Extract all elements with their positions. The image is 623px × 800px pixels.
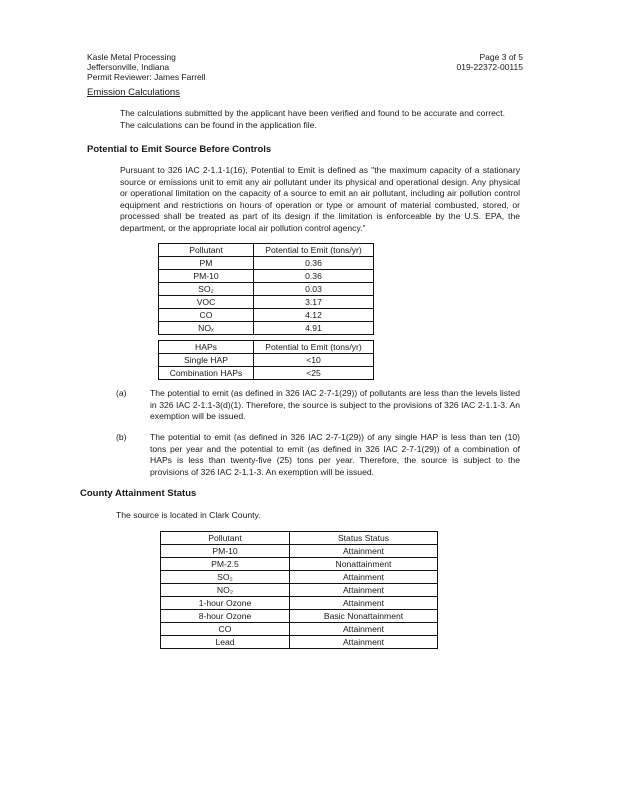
pollutant-cell: NOₓ	[159, 322, 254, 335]
item-text: The potential to emit (as defined in 326 IAC 2-7-1(29)) of pollutants are less than the levels listed in 326 IAC 2-1.1-3(d)(1). Therefore, the source is subject to the provisions of 326 IAC 2-1.1-3. An exemption will be issued.	[150, 388, 520, 422]
status-cell: Attainment	[290, 584, 438, 597]
emission-calculations-text: The calculations submitted by the applicant have been verified and found to be accurate and correct. The calculations can be found in the application file.	[120, 108, 505, 130]
hap-cell: Combination HAPs	[159, 367, 254, 380]
column-header: Status Status	[290, 532, 438, 545]
table-row	[161, 636, 438, 649]
page-number: Page 3 of 5	[479, 52, 523, 62]
status-cell: Nonattainment	[290, 558, 438, 571]
table-row	[161, 584, 438, 597]
column-header: Pollutant	[159, 244, 254, 257]
pollutant-cell: Lead	[161, 636, 290, 649]
value-cell: 0.36	[254, 257, 374, 270]
value-cell: <25	[254, 367, 374, 380]
attainment-status-table	[160, 531, 438, 649]
table-row	[159, 270, 374, 283]
table-row	[161, 610, 438, 623]
pollutant-cell: SO₂	[161, 571, 290, 584]
value-cell: <10	[254, 354, 374, 367]
pollutant-cell: NO₂	[161, 584, 290, 597]
permit-reviewer: Permit Reviewer: James Farrell	[87, 72, 206, 82]
pte-pollutant-table	[158, 243, 374, 335]
pollutant-cell: PM-10	[161, 545, 290, 558]
table-row	[159, 257, 374, 270]
county-location-text: The source is located in Clark County.	[116, 510, 261, 520]
pollutant-cell: CO	[159, 309, 254, 322]
value-cell: 4.91	[254, 322, 374, 335]
pte-definition-text: Pursuant to 326 IAC 2-1.1-1(16), Potential to Emit is defined as "the maximum capacity of a stationary source or emissions unit to emit any air pollutant under its physical and operational design. Any physical or operational limitation on the capacity of a source to emit an air pollutant, including air pollution control equipment and restrictions on hours of operation or type or amount of material combusted, stored, or processed shall be treated as part of its design if the limitation is enforceable by the U.S. EPA, the department, or the appropriate local air pollution control agency."	[120, 165, 520, 233]
list-item	[116, 432, 520, 480]
pollutant-cell: CO	[161, 623, 290, 636]
column-header: Pollutant	[161, 532, 290, 545]
status-cell: Basic Nonattainment	[290, 610, 438, 623]
table-row	[161, 558, 438, 571]
table-row	[161, 623, 438, 636]
pollutant-cell: PM-2.5	[161, 558, 290, 571]
value-cell: 3.17	[254, 296, 374, 309]
page-header-right	[457, 52, 524, 72]
value-cell: 4.12	[254, 309, 374, 322]
table-row	[159, 367, 374, 380]
table-row	[161, 545, 438, 558]
column-header: HAPs	[159, 341, 254, 354]
status-cell: Attainment	[290, 571, 438, 584]
page-header-left	[87, 52, 206, 82]
item-label: (a)	[116, 388, 127, 398]
table-row	[159, 354, 374, 367]
item-label: (b)	[116, 432, 127, 442]
table-header-row	[159, 341, 374, 354]
table-header-row	[161, 532, 438, 545]
pollutant-cell: SO₂	[159, 283, 254, 296]
table-row	[159, 283, 374, 296]
table-row	[159, 296, 374, 309]
table-row	[159, 322, 374, 335]
status-cell: Attainment	[290, 597, 438, 610]
item-text: The potential to emit (as defined in 326 IAC 2-7-1(29)) of any single HAP is less than ten (10) tons per year and the potential to emit (as defined in 326 IAC 2-7-1(29)) of a combination of HAPs is less than twenty-five (25) tons per year. Therefore, the source is subject to the provisions of 326 IAC 2-1.1-3. An exemption will be issued.	[150, 432, 520, 477]
column-header: Potential to Emit (tons/yr)	[254, 244, 374, 257]
list-item	[116, 388, 520, 424]
permit-number: 019-22372-00115	[456, 62, 523, 72]
company-name: Kasle Metal Processing	[87, 52, 176, 62]
company-location: Jeffersonville, Indiana	[87, 62, 170, 72]
pollutant-cell: VOC	[159, 296, 254, 309]
table-row	[161, 597, 438, 610]
status-cell: Attainment	[290, 545, 438, 558]
value-cell: 0.36	[254, 270, 374, 283]
status-cell: Attainment	[290, 623, 438, 636]
pollutant-cell: 1-hour Ozone	[161, 597, 290, 610]
pollutant-cell: 8-hour Ozone	[161, 610, 290, 623]
table-row	[159, 309, 374, 322]
pollutant-cell: PM	[159, 257, 254, 270]
value-cell: 0.03	[254, 283, 374, 296]
column-header: Potential to Emit (tons/yr)	[254, 341, 374, 354]
pollutant-cell: PM-10	[159, 270, 254, 283]
pte-heading: Potential to Emit Source Before Controls	[87, 144, 272, 155]
pte-hap-table	[158, 340, 374, 380]
table-header-row	[159, 244, 374, 257]
status-cell: Attainment	[290, 636, 438, 649]
county-attainment-heading: County Attainment Status	[80, 488, 197, 499]
emission-calculations-heading: Emission Calculations	[87, 87, 180, 98]
hap-cell: Single HAP	[159, 354, 254, 367]
table-row	[161, 571, 438, 584]
